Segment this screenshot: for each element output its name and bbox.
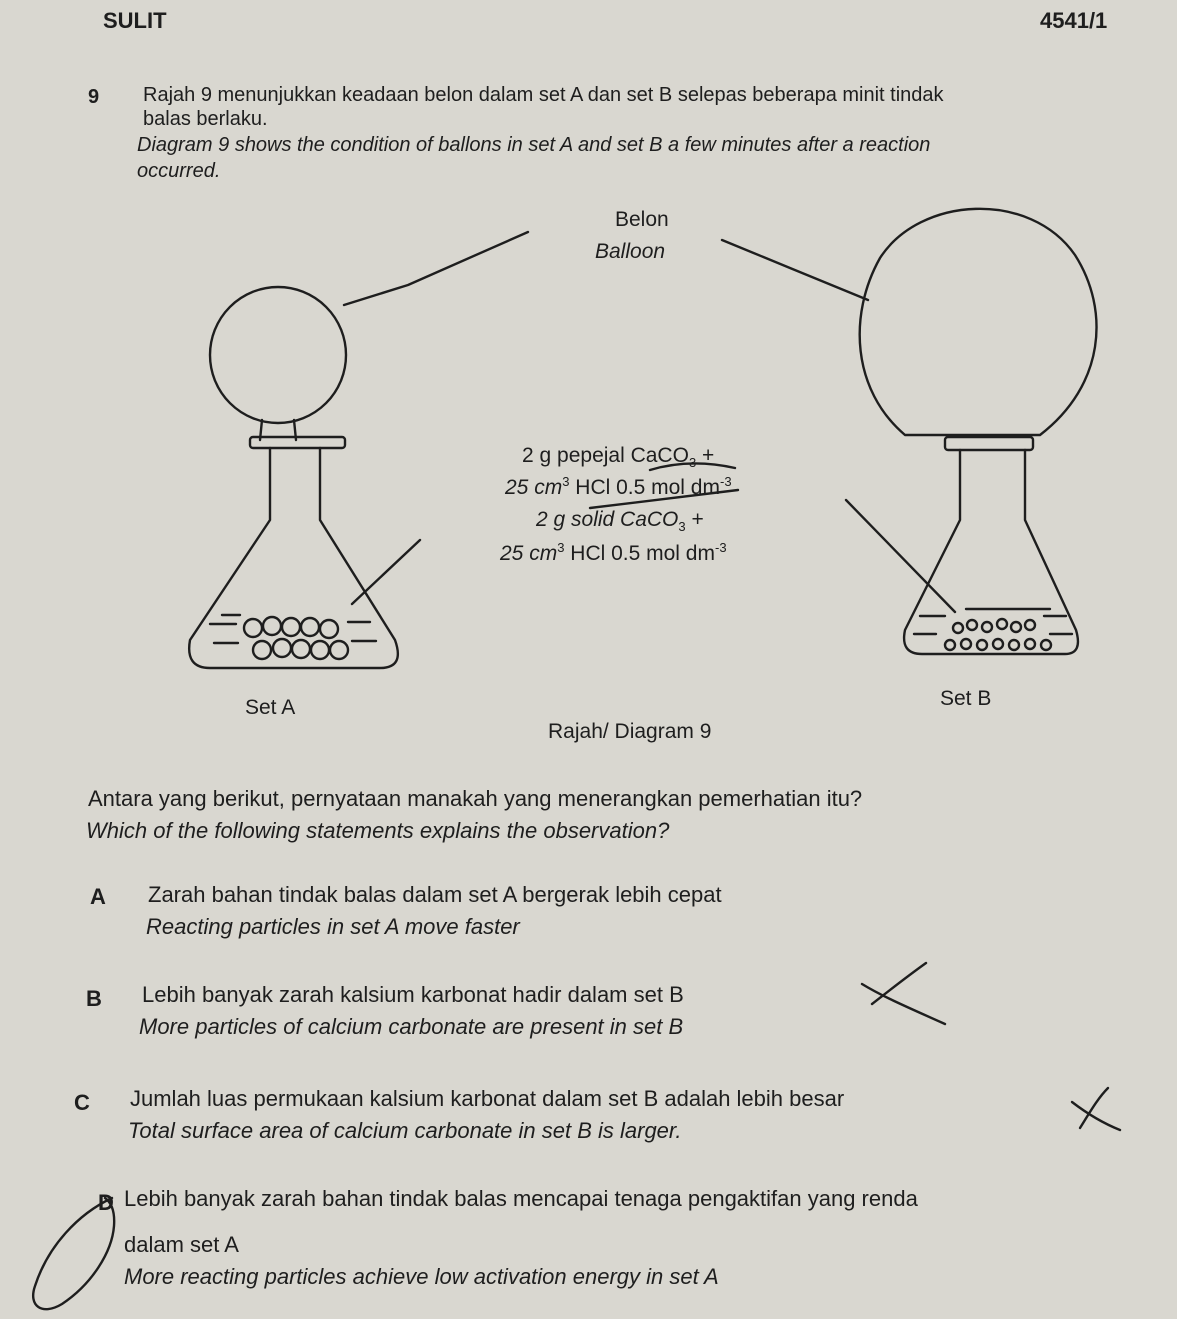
option-a-letter: A <box>90 884 106 909</box>
balloon-label-malay: Belon <box>615 208 669 231</box>
circle-mark-option-d <box>33 1198 114 1309</box>
balloon-label-english: Balloon <box>595 240 666 263</box>
set-a-label: Set A <box>245 696 296 719</box>
page-header-right: 4541/1 <box>1040 8 1108 33</box>
cross-mark-option-b <box>862 963 945 1024</box>
page-header-left: SULIT <box>103 8 167 33</box>
reagent-english-line-1: 2 g solid CaCO$_3$ + <box>536 508 704 535</box>
prompt-english: Which of the following statements explains the observation? <box>86 818 670 843</box>
option-d-english: More reacting particles achieve low activation energy in set A <box>124 1264 719 1289</box>
prompt-malay: Antara yang berikut, pernyataan manakah yang menerangkan pemerhatian itu? <box>88 786 863 811</box>
question-number: 9 <box>88 86 100 108</box>
reagent-malay-line-2: 25 $cm^3$ HCl 0.5 mol $dm^{-3}$ <box>505 474 732 499</box>
set-b-label: Set B <box>940 687 992 710</box>
option-d-malay-line-2: dalam set A <box>124 1232 239 1257</box>
reagent-english-line-2: 25 $cm^3$ HCl 0.5 mol $dm^{-3}$ <box>500 540 727 565</box>
option-b-english: More particles of calcium carbonate are present in set B <box>139 1014 684 1039</box>
question-malay-line-1: Rajah 9 menunjukkan keadaan belon dalam set A dan set B selepas beberapa minit tindak <box>143 84 944 106</box>
option-d-malay-line-1: Lebih banyak zarah bahan tindak balas mencapai tenaga pengaktifan yang renda <box>124 1186 918 1211</box>
option-c-english: Total surface area of calcium carbonate in set B is larger. <box>128 1118 682 1143</box>
option-b-letter: B <box>86 986 102 1011</box>
option-c-letter: C <box>74 1090 90 1115</box>
option-a-english: Reacting particles in set A move faster <box>146 914 520 939</box>
diagram-caption: Rajah/ Diagram 9 <box>548 720 712 743</box>
cross-mark-option-c <box>1072 1088 1120 1130</box>
question-english-line-2: occurred. <box>137 160 221 182</box>
question-english-line-1: Diagram 9 shows the condition of ballons in set A and set B a few minutes after a reaction <box>137 134 931 156</box>
option-c-malay: Jumlah luas permukaan kalsium karbonat dalam set B adalah lebih besar <box>130 1086 845 1111</box>
option-d-letter: D <box>98 1190 114 1215</box>
question-malay-line-2: balas berlaku. <box>143 108 268 130</box>
option-b-malay: Lebih banyak zarah kalsium karbonat hadir dalam set B <box>142 982 684 1007</box>
reagent-malay-line-1: 2 g pepejal CaCO$_3$ + <box>522 444 715 471</box>
option-a-malay: Zarah bahan tindak balas dalam set A bergerak lebih cepat <box>148 882 722 907</box>
